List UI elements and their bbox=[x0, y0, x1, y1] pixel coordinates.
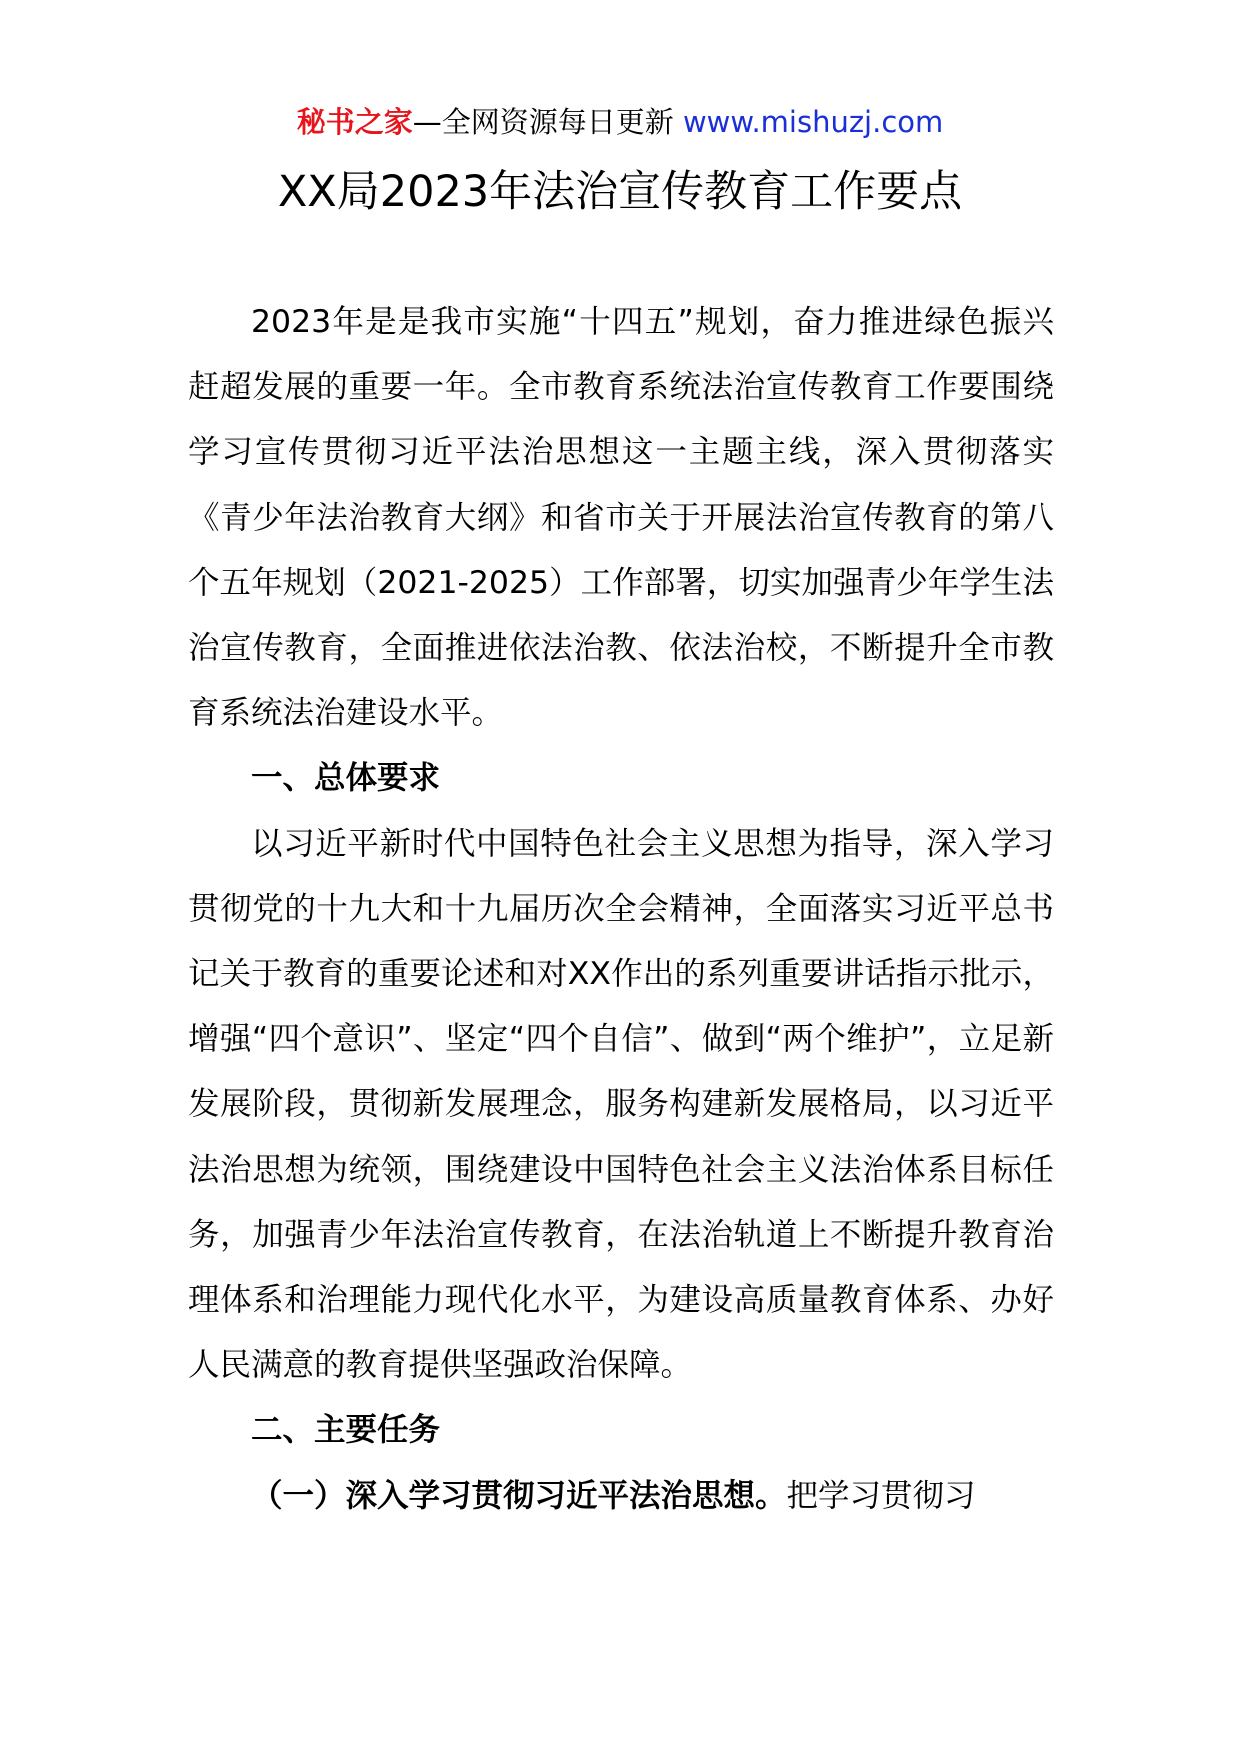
document-title: XX局2023年法治宣传教育工作要点 bbox=[277, 167, 963, 217]
section-heading-main-tasks: 二、主要任务 bbox=[251, 1412, 441, 1449]
document-body bbox=[188, 290, 1054, 1529]
task-one-text: 把学习贯彻习 bbox=[786, 1477, 976, 1514]
intro-paragraph: 2023年是是我市实施“十四五”规划，奋力推进绿色振兴赶超发展的重要一年。全市教育系统法治宣传教育工作要围绕学习宣传贯彻习近平法治思想这一主题主线，深入贯彻落实《青少年法治教育大纲》和省市关于开展法治宣传教育的第八个五年规划（2021-2025）工作部署，切实加强青少年学生法治宣传教育，全面推进依法治教、依法治校，不断提升全市教育系统法治建设水平。 bbox=[188, 304, 1054, 732]
general-requirements-paragraph: 以习近平新时代中国特色社会主义思想为指导，深入学习贯彻党的十九大和十九届历次全会精神，全面落实习近平总书记关于教育的重要论述和对XX作出的系列重要讲话指示批示，增强“四个意识”、坚定“四个自信”、做到“两个维护”，立足新发展阶段，贯彻新发展理念，服务构建新发展格局，以习近平法治思想为统领，围绕建设中国特色社会主义法治体系目标任务，加强青少年法治宣传教育，在法治轨道上不断提升教育治理体系和治理能力现代化水平，为建设高质量教育体系、办好人民满意的教育提供坚强政治保障。 bbox=[188, 825, 1054, 1384]
banner-url-link[interactable]: www.mishuzj.com bbox=[682, 105, 944, 139]
banner-brand: 秘书之家 bbox=[296, 105, 413, 139]
site-banner bbox=[0, 102, 1240, 142]
banner-slogan: —全网资源每日更新 bbox=[412, 105, 674, 139]
task-one-lead: （一）深入学习贯彻习近平法治思想。 bbox=[251, 1477, 787, 1514]
task-one-paragraph bbox=[188, 1464, 1054, 1529]
section-heading-general-requirements: 一、总体要求 bbox=[251, 760, 441, 797]
